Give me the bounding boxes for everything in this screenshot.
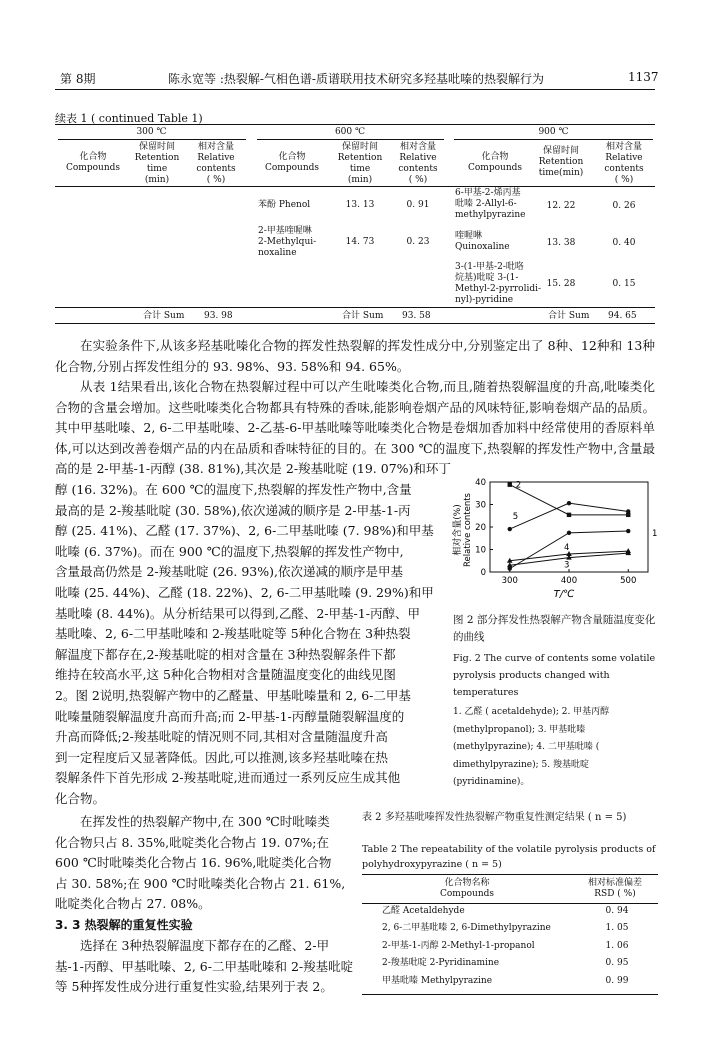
y-tick-label: 10 xyxy=(475,545,486,556)
sum-300: 93. 98 xyxy=(204,311,233,321)
t1-900-row3-name: 3-(1-甲基-2-吡咯 烷基)吡啶 3-(1- Methyl-2-pyrrolidi- nyl)-pyridine xyxy=(455,262,542,305)
text-line: 吡嗪 (25. 44%)、乙醛 (18. 22%)、2, 6-二甲基吡嗪 (9. 29%)和甲 xyxy=(55,584,434,600)
x-tick-label: 400 xyxy=(560,576,578,586)
t1-h-rt-900: 保留时间 Retention time(min) xyxy=(538,146,584,178)
t1-h-rc-300: 相对含量 Relative contents ( %) xyxy=(196,142,236,185)
y-tick-label: 0 xyxy=(480,568,486,578)
t1-600-row1-rc: 0. 91 xyxy=(406,200,430,210)
x-tick-label: 300 xyxy=(501,576,518,586)
t2-cell-name: 甲基吡嗪 Methylpyrazine xyxy=(382,975,493,986)
table1-top-rule xyxy=(55,124,655,125)
table-row xyxy=(362,976,658,993)
t1-900-row2-name: 喹喔啉 Quinoxaline xyxy=(455,231,510,252)
series-5-point xyxy=(508,527,512,531)
t2-cell-rsd: 0. 95 xyxy=(605,958,629,969)
series-2-point xyxy=(508,483,512,487)
t1-h-rt-300: 保留时间 Retention time (min) xyxy=(134,142,180,185)
group-300: 300 ℃ xyxy=(136,127,167,137)
paragraph-2-narrow xyxy=(55,480,441,810)
t2-h-compound: 化合物名称 Compounds xyxy=(440,878,494,899)
text-line: 吡嗪量随裂解温度升高而升高;而 2-甲基-1-丙醇量随裂解温度的 xyxy=(55,708,405,724)
t1-600-row1-name: 苯酚 Phenol xyxy=(258,200,311,210)
t2-h-rsd: 相对标准偏差 RSD ( %) xyxy=(587,878,642,899)
table2-caption-en: Table 2 The repeatability of the volatile pyrolysis products of polyhydroxypyrazine ( n = 5) xyxy=(362,844,656,870)
series-2-point xyxy=(567,513,571,517)
series-1-point xyxy=(626,529,630,533)
y-axis-label-cn: 相对含量(%) xyxy=(453,504,463,556)
figure-2-caption-cn: 图 2 部分挥发性热裂解产物含量随温度变化的曲线 xyxy=(453,614,656,643)
series-4-point xyxy=(625,548,631,553)
t1-h-compound-600: 化合物 Compounds xyxy=(265,152,319,173)
t1-600-row2-name: 2-甲基喹喔啉 2-Methylqui- noxaline xyxy=(258,226,317,258)
group-300-rule xyxy=(58,139,246,140)
t2-cell-rsd: 0. 94 xyxy=(605,906,629,916)
running-title: 陈永宽等 :热裂解-气相色谱-质谱联用技术研究多羟基吡嗪的热裂解行为 xyxy=(168,72,544,86)
table2-header-rule xyxy=(362,903,658,904)
t1-900-row1-rt: 12. 22 xyxy=(546,201,576,211)
page-number: 1137 xyxy=(628,70,659,84)
page-label: 第 8期 xyxy=(60,72,96,86)
section-heading: 3. 3 热裂解的重复性实验 xyxy=(55,918,193,932)
t1-900-row1-rc: 0. 26 xyxy=(612,201,636,211)
t1-600-row2-rt: 14. 73 xyxy=(345,237,375,247)
series-2-label: 2 xyxy=(515,480,522,491)
text-line: 吡嗪 (6. 37%)。而在 900 ℃的温度下,热裂解的挥发性产物中, xyxy=(55,543,404,559)
table2-bottom-rule xyxy=(362,994,658,995)
text-line: 2。图 2说明,热裂解产物中的乙醛量、甲基吡嗪量和 2, 6-二甲基 xyxy=(55,687,411,703)
t1-900-row2-rc: 0. 40 xyxy=(612,238,636,248)
text-line: 吡啶类化合物占 27. 08%。 xyxy=(55,896,211,912)
text-line: 升高而降低;2-羧基吡啶的情况则不同,其相对含量随温度升高 xyxy=(55,729,388,745)
table1-bottom-rule xyxy=(55,323,655,324)
t1-900-row3-rt: 15. 28 xyxy=(546,279,576,289)
t1-900-row1-name: 6-甲基-2-烯丙基 吡嗪 2-Allyl-6- methylpyrazine xyxy=(455,188,526,220)
x-axis-label: T/℃ xyxy=(553,589,575,600)
series-5-point xyxy=(626,509,630,513)
group-900: 900 ℃ xyxy=(538,127,569,137)
sum-label-600: 合计 Sum xyxy=(342,311,384,321)
series-1-label: 1 xyxy=(652,528,658,539)
text-line: 到一定程度后又显著降低。因此,可以推测,该多羟基吡嗪在热 xyxy=(55,749,388,765)
text-line: 基吡嗪 (8. 44%)。从分析结果可以得到,乙醛、2-甲基-1-丙醇、甲 xyxy=(55,605,420,621)
t1-600-row1-rt: 13. 13 xyxy=(345,200,375,210)
t2-cell-name: 2, 6-二甲基吡嗪 2, 6-Dimethylpyrazine xyxy=(382,923,551,934)
table-row xyxy=(362,906,658,923)
t1-h-rt-600: 保留时间 Retention time (min) xyxy=(337,142,383,185)
series-4-label: 4 xyxy=(564,543,570,553)
group-600: 600 ℃ xyxy=(334,127,366,137)
header-rule xyxy=(55,89,655,90)
sum-600: 93. 58 xyxy=(402,311,431,321)
x-tick-label: 500 xyxy=(620,576,637,586)
group-900-rule xyxy=(454,139,653,140)
t2-cell-name: 乙醛 Acetaldehyde xyxy=(382,906,465,916)
table1-sum-rule xyxy=(55,307,655,308)
series-5-label: 5 xyxy=(512,512,519,523)
text-line: 在挥发性的热裂解产物中,在 300 ℃时吡嗪类 xyxy=(80,814,330,829)
table-row xyxy=(362,958,658,975)
t2-cell-rsd: 1. 06 xyxy=(605,940,629,951)
t2-cell-rsd: 1. 05 xyxy=(605,923,629,934)
table1-caption: 续表 1 ( continued Table 1) xyxy=(55,112,203,125)
paragraph-1: 在实验条件下,从该多羟基吡嗪化合物的挥发性热裂解的挥发性成分中,分别鉴定出了 8种、12种和 13种化合物,分别占挥发性组分的 93. 98%、93. 58%和 94. 65%。 xyxy=(55,338,655,374)
text-line: 占 30. 58%;在 900 ℃时吡嗪类化合物占 21. 61%, xyxy=(55,875,346,891)
t1-h-rc-600: 相对含量 Relative contents ( %) xyxy=(398,142,438,185)
t2-cell-rsd: 0. 99 xyxy=(605,975,629,986)
table-row xyxy=(362,941,658,958)
t1-h-compound-300: 化合物 Compounds xyxy=(66,152,120,173)
paragraph-3 xyxy=(55,812,355,915)
series-5-point xyxy=(567,501,571,505)
text-line: 选择在 3种热裂解温度下都存在的乙醛、2-甲 xyxy=(80,938,330,953)
paragraph-2: 从表 1结果看出,该化合物在热裂解过程中可以产生吡嗪类化合物,而且,随着热裂解温度的升高,吡嗪类化合物的含量会增加。这些吡嗪类化合物都具有特殊的香味,能影响卷烟产品的风味特征,影响卷烟产品的品质。其中甲基吡嗪、2, 6-二甲基吡嗪、2-乙基-6-甲基吡嗪等吡嗪类化合物是卷烟加香加料中经常使用的香原料单体,可以达到改善卷烟产品的内在品质和香味特征的目的。在 300 ℃的温度下,热裂解的挥发性产物中,含量最高的是 2-甲基-1-丙醇 (38. 81%),其次是 2-羧基吡啶 (19. 07%)和环丁 xyxy=(55,379,655,477)
text-line: 含量最高仍然是 2-羧基吡啶 (26. 93%),依次递减的顺序是甲基 xyxy=(55,564,403,580)
text-line: 基-1-丙醇、甲基吡嗪、2, 6-二甲基吡嗪和 2-羧基吡啶 xyxy=(55,958,354,974)
t2-cell-name: 2-羧基吡啶 2-Pyridinamine xyxy=(382,958,500,969)
text-line: 维持在较高水平,这 5种化合物相对含量随温度变化的曲线见图 xyxy=(55,667,396,683)
sum-label-900: 合计 Sum xyxy=(548,311,590,321)
figure-2-caption-en: Fig. 2 The curve of contents some volatile pyrolysis products changed with temperatures xyxy=(453,653,656,698)
table1-header-rule xyxy=(55,186,655,187)
t1-600-row2-rc: 0. 23 xyxy=(406,237,430,247)
text-line: 等 5种挥发性成分进行重复性实验,结果列于表 2。 xyxy=(55,979,333,995)
text-line: 600 ℃时吡嗪类化合物占 16. 96%,吡啶类化合物 xyxy=(55,855,332,871)
y-tick-label: 40 xyxy=(475,478,486,488)
series-3-label: 3 xyxy=(564,560,570,571)
y-tick-label: 30 xyxy=(475,500,486,511)
figure-2-legend: 1. 乙醛 ( acetaldehyde); 2. 甲基丙醇 (methylpropanol); 3. 甲基吡嗪 (methylpyrazine); 4. 二甲基吡嗪 ( dimethylpyrazine); 5. 羧基吡啶 (pyridinamine)。 xyxy=(453,707,610,788)
series-1-point xyxy=(567,531,571,535)
text-line: 最高的是 2-羧基吡啶 (30. 58%),依次递减的顺序是 2-甲基-1-丙 xyxy=(55,502,411,518)
t1-h-rc-900: 相对含量 Relative contents ( %) xyxy=(604,142,644,185)
table2-body xyxy=(362,906,658,993)
figure-2-chart xyxy=(448,476,658,608)
text-line: 醇 (25. 41%)、乙醛 (17. 37%)、2, 6-二甲基吡嗪 (7. 98%)和甲基 xyxy=(55,523,434,539)
t1-900-row3-rc: 0. 15 xyxy=(612,279,636,289)
text-line: 醇 (16. 32%)。在 600 ℃的温度下,热裂解的挥发性产物中,含量 xyxy=(55,482,412,497)
y-axis-label-en: Relative contents xyxy=(463,493,473,567)
text-line: 基吡嗪、2, 6-二甲基吡嗪和 2-羧基吡啶等 5种化合物在 3种热裂 xyxy=(55,626,411,642)
text-line: 化合物。 xyxy=(55,790,106,806)
t2-cell-name: 2-甲基-1-丙醇 2-Methyl-1-propanol xyxy=(382,940,535,951)
t1-900-row2-rt: 13. 38 xyxy=(546,238,576,248)
text-line: 解温度下都存在,2-羧基吡啶的相对含量在 3种热裂解条件下都 xyxy=(55,646,396,662)
table2-top-rule xyxy=(362,874,658,875)
text-line: 裂解条件下首先形成 2-羧基吡啶,进而通过一系列反应生成其他 xyxy=(55,770,401,786)
sum-900: 94. 65 xyxy=(608,311,637,321)
t1-h-compound-900: 化合物 Compounds xyxy=(468,152,522,173)
series-2-line xyxy=(510,485,629,515)
paragraph-4 xyxy=(55,936,355,998)
text-line: 化合物只占 8. 35%,吡啶类化合物占 19. 07%;在 xyxy=(55,834,329,850)
group-600-rule xyxy=(257,139,444,140)
sum-label-300: 合计 Sum xyxy=(143,311,185,321)
y-tick-label: 20 xyxy=(475,523,486,533)
table-row xyxy=(362,923,658,940)
table2-caption-cn: 表 2 多羟基吡嗪挥发性热裂解产物重复性测定结果 ( n = 5) xyxy=(362,812,627,823)
